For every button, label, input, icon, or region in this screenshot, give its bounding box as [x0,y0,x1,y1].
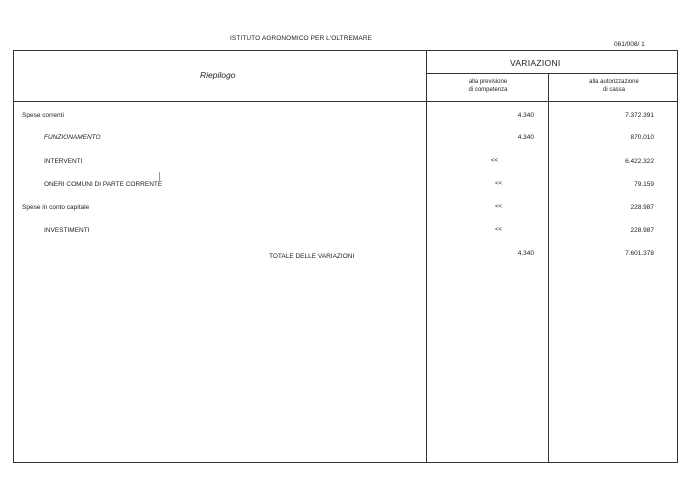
value-competenza: << [490,158,498,164]
value-cassa: 7.372.391 [625,112,654,119]
column-divider-1 [426,50,427,463]
row-label-spese-correnti: Spese correnti [22,112,64,119]
value-cassa: 870.010 [630,134,654,141]
column-header-cassa [550,78,678,94]
column-header-line: di competenza [468,87,508,93]
variazioni-divider [426,73,678,74]
row-label-spese-conto-capitale: Spese in conto capitale [22,204,90,211]
scan-mark [159,172,160,181]
value-competenza: 4.340 [517,112,534,119]
column-header-line: di cassa [602,87,625,93]
value-cassa: 79.159 [634,181,654,188]
row-label-investimenti: INVESTIMENTI [44,227,90,234]
report-title: ISTITUTO AGRONOMICO PER L'OLTREMARE [230,35,373,42]
row-label-interventi: INTERVENTI [44,158,83,165]
section-title: Riepilogo [200,70,236,80]
variazioni-header: VARIAZIONI [510,58,561,68]
value-competenza: 4.340 [517,134,534,141]
total-label: TOTALE DELLE VARIAZIONI [269,253,355,260]
total-cassa: 7.601.378 [625,250,654,257]
column-header-line: alla previsione [468,79,508,85]
column-header-competenza [428,78,548,94]
value-cassa: 6.422.322 [625,158,654,165]
value-competenza: << [494,227,502,233]
value-cassa: 228.987 [630,204,654,211]
value-competenza: << [494,181,502,187]
row-label-oneri-comuni: ONERI COMUNI DI PARTE CORRENTE [44,181,163,188]
value-competenza: << [494,204,502,210]
header-divider [13,101,678,102]
column-divider-2 [548,74,549,463]
column-header-line: alla autorizzazione [589,79,639,85]
total-competenza: 4.340 [517,250,534,257]
value-cassa: 228.987 [630,227,654,234]
row-label-funzionamento: FUNZIONAMENTO [44,134,101,141]
page-code: 061/008/ 1 [614,41,645,48]
